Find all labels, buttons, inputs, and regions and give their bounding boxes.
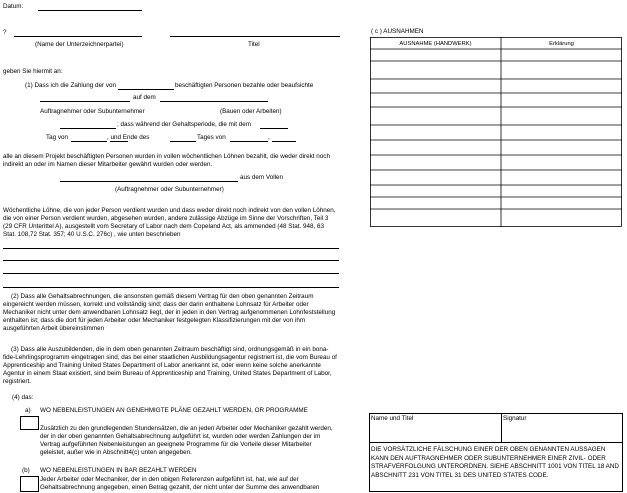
project-field[interactable] (160, 101, 268, 102)
p1-text-c: auf dem (133, 94, 156, 101)
p1-text-e: (Bauen oder Arbeiten) (220, 108, 282, 115)
name-title-label: Name und Titel (371, 415, 414, 422)
p3-text: (3) Dass alle Auszubildenden, die in dem oben genannten Zeitraum beschäftigt sind, ordnungsgemäß in ein bona-fide-Lehrlingsprogramm eingetragen sind, das bei einer staatlichen Ausbildungsagentur registriert ist, die vom Bureau of Apprenticeship and Training United States Department of Labor anerkannt ist, oder wenn keine solche anerkannte Agentur in einem Staat existiert, sind beim Bureau of Apprenticeship and Training, United States Department of Labor, registriert. (3, 346, 337, 385)
p1-text-h: , und Ende des (107, 134, 150, 141)
warning-text: DIE VORSÄTZLICHE FÄLSCHUNG EINER DER OBEN GENANNTEN AUSSAGEN KANN DEN AUFTRAGNEHMER ODER SUBUNTERNEHMER EINER ZIVIL- ODER STRAFVERFOLGUNG UNTERORDNEN. SIEHE ABSCHNITT 1001 VON TITEL 18 AND ABSCHNITT 231 VON TITEL 31 DES UNITED STATES CODE. (371, 446, 619, 479)
employer-field[interactable] (118, 89, 174, 90)
p1-text-a: (1) Dass ich die Zahlung der von (25, 82, 117, 89)
p4a-label: a) (25, 407, 31, 414)
p1-text-j: , (268, 134, 270, 141)
exceptions-heading: ( c ) AUSNAHMEN (371, 28, 424, 35)
p1-text-g: Tag von (46, 134, 69, 141)
signatory-name-field[interactable] (14, 36, 142, 37)
datum-field[interactable] (38, 10, 142, 11)
p1-text-k: alle an diesem Projekt beschäftigten Personen wurden in vollen wöchentlichen Löhnen bezahlt, die weder direkt noch indirekt an oder im Namen dieser Mitarbeiter gewährt wurden oder werden. (3, 153, 330, 168)
deduction-line-2[interactable] (3, 260, 339, 261)
p1-text-i: Tages von (197, 134, 226, 141)
p4b-checkbox[interactable] (20, 476, 39, 492)
p4b-label: (b) (22, 467, 30, 474)
contractor-field[interactable] (40, 101, 130, 102)
period-start-field[interactable] (260, 128, 288, 129)
start-year-field[interactable] (110, 141, 128, 142)
p1-text-b: beschäftigten Personen bezahle oder beaufsichte (175, 82, 314, 89)
p4-text: (4) das: (12, 394, 34, 401)
p4b-text: Jeder Arbeiter oder Mechaniker, der in den obigen Referenzen aufgeführt ist, hat, wie auf der Gehaltsabrechnung angegeben, einen Betrag gezahlt, der nicht unter der Summe des anwendbaren (40, 476, 320, 491)
table-header-craft: AUSNAHME (HANDWERK) (399, 41, 472, 47)
signature-label: Signatur (503, 415, 527, 422)
p1-text-n: Wöchentliche Löhne, die von jeder Person verdient wurden und dass weder direkt noch indirekt von den vollen Löhnen, die von einer Person verdient wurden, abgesehen wurden, andere zulässige Abzüge im Sinne der Vorschriften, Teil 3 (29 CFR Unterittel A), ausgestellt vom Secretary of Labor nach dem Copeland Act, als ammended (48 Stat. 948, 63 Stat. 108,72 Stat. 357; 40 U.S.C. 276c) , wie unten beschrieben (3, 207, 336, 238)
question-mark: ? (3, 29, 7, 36)
period-field[interactable] (60, 128, 116, 129)
intro-text: geben Sie hiermit an: (3, 68, 63, 75)
start-day-field[interactable] (71, 141, 107, 142)
table-header-explanation: Erklärung (549, 41, 574, 47)
p1-text-m: (Auftragnehmer oder Subunternehmer) (115, 186, 224, 193)
signatory-title-label: Titel (248, 41, 260, 48)
p2-text: (2) Dass alle Gehaltsabrechnungen, die ansonsten gemäß diesem Vertrag für den oben genannten Zeitraum eingereicht werden müssen, korrekt und vollständig sind; dass der darin enthaltene Lohnsatz für Arbeiter oder Mechaniker nicht unter dem anwendbaren Lohnsatz liegt, der in jeden in den Vertrag aufgenommenen Lohnfeststellung enthalten ist; dass die dort für jeden Arbeiter oder Mechaniker festgelegten Klassifizierungen mit der von ihm ausgeführten Arbeit übereinstimmen (3, 293, 336, 332)
end-year-field[interactable] (272, 141, 296, 142)
deduction-line-3[interactable] (3, 273, 339, 274)
p1-text-f: ; dass während der Gehaltsperiode, die mit dem (117, 121, 252, 128)
deduction-line-1[interactable] (3, 248, 339, 249)
p1-text-d: Auftragnehmer oder Subunternehmer (40, 108, 145, 115)
end-month-field[interactable] (230, 141, 268, 142)
end-day-field[interactable] (170, 141, 196, 142)
exceptions-table (370, 37, 622, 227)
p4a-text: Zusätzlich zu den grundlegenden Stundensätzen, die an jeden Arbeiter oder Mechaniker gezahlt werden, der in der oben genannten Gehaltsabrechnung aufgeführt ist, wurden oder werden Zahlungen der im Vertrag aufgeführten Nebenleistungen an geeignete Programme für die Vorteile dieser Mitarbeiter geleistet, außer wie in Abschnitt4(c) unten angegeben. (40, 425, 333, 456)
signatory-title-field[interactable] (170, 36, 340, 37)
p4b-title: WO NEBENLEISTUNGEN IN BAR BEZAHLT WERDEN (40, 467, 197, 474)
deduction-line-4[interactable] (3, 287, 339, 288)
p4a-checkbox[interactable] (20, 416, 39, 430)
datum-label: Datum: (3, 3, 24, 10)
full-wages-field[interactable] (60, 181, 238, 182)
signatory-name-label: (Name der Unterzeichnerpartei) (35, 41, 124, 48)
p4a-title: WO NEBENLEISTUNGEN AN GENEHMIGTE PLÄNE GEZAHLT WERDEN, OR PROGRAMME (40, 407, 308, 414)
p1-text-l: aus dem Vollen (240, 174, 284, 181)
